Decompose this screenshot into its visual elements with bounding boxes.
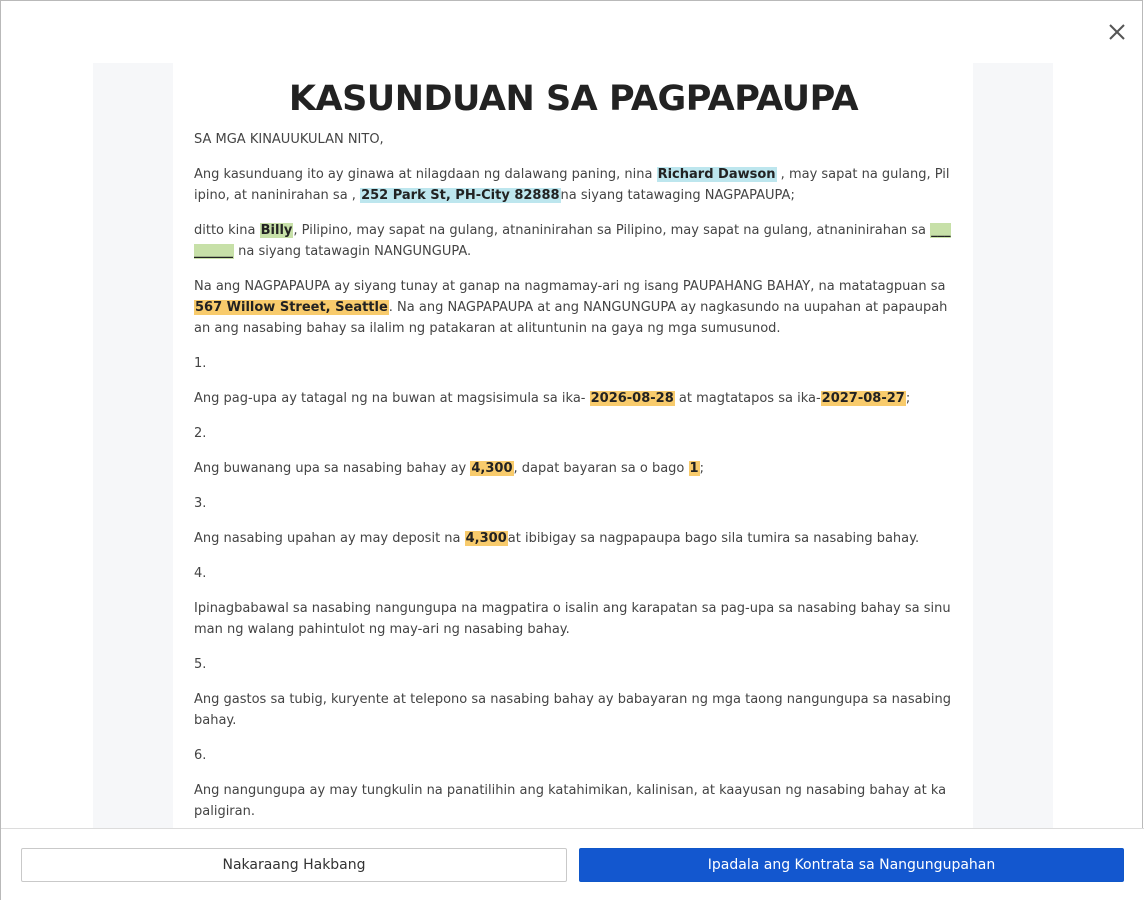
clause-utilities: Ang gastos sa tubig, kuryente at telepono sa nasabing bahay ay babayaran ng mga taong nangungupa sa nasabing bahay. [194,692,951,728]
document-title: KASUNDUAN SA PAGPAPAUPA [288,79,859,119]
paragraph-parties-landlord: Ang kasunduang ito ay ginawa at nilagdaan ng dalawang paning, nina Richard Dawson , may sapat na gulang, Pilipino, at naninirahan sa , 252 Park St, PH-City 82888na siyang tatawaging NAGPAPAUPA; [194,167,950,203]
clause-term: Ang pag-upa ay tatagal ng na buwan at magsisimula sa ika- 2026-08-28 at magtatapos sa ika-2027-08-27; [194,391,911,406]
send-contract-button[interactable]: Ipadala ang Kontrata sa Nangungupahan [579,848,1124,882]
salutation: SA MGA KINAUUKULAN NITO, [194,132,384,147]
property-address-field: 567 Willow Street, Seattle [195,300,388,315]
previous-step-button[interactable]: Nakaraang Hakbang [21,848,567,882]
landlord-address-field: 252 Park St, PH-City 82888 [361,188,560,203]
clause-number: 4. [194,566,207,581]
tenant-address-field: _________ [194,223,951,259]
monthly-rent-field: 4,300 [471,461,513,476]
clause-deposit: Ang nasabing upahan ay may deposit na 4,300at ibibigay sa nagpapaupa bago sila tumira sa nasabing bahay. [194,531,920,546]
paragraph-property: Na ang NAGPAPAUPA ay siyang tunay at ganap na nagmamay-ari ng isang PAUPAHANG BAHAY, na matatagpuan sa 567 Willow Street, Seattle. Na ang NAGPAPAUPA at ang NANGUNGUPA ay nagkasundo na uupahan at papaupahan ang nasabing bahay sa ilalim ng patakaran at alituntunin na gaya ng mga sumusunod. [194,279,948,336]
dialog-footer [1,828,1144,901]
tenant-name-field: Billy [260,223,293,238]
end-date-field: 2027-08-27 [821,391,905,406]
landlord-name-field: Richard Dawson [657,167,776,182]
clause-number: 2. [194,426,207,441]
due-day-field: 1 [689,461,699,476]
close-icon [1104,19,1130,45]
clause-rent: Ang buwanang upa sa nasabing bahay ay 4,300, dapat bayaran sa o bago 1; [194,461,704,476]
document-viewer[interactable] [93,63,1053,828]
clause-maintenance: Ang nangungupa ay may tungkulin na panatilihin ang katahimikan, kalinisan, at kaayusan ng nasabing bahay at kapaligiran. [194,783,947,819]
document-page [173,63,973,828]
paragraph-parties-tenant: ditto kina Billy, Pilipino, may sapat na gulang, atnaninirahan sa Pilipino, may sapat na gulang, atnaninirahan sa _________ na siyang tatawagin NANGUNGUPA. [194,223,951,259]
clause-number: 1. [194,356,207,371]
clause-number: 3. [194,496,207,511]
clause-number: 6. [194,748,207,763]
close-button[interactable] [1104,19,1130,45]
deposit-field: 4,300 [465,531,507,546]
clause-number: 5. [194,657,207,672]
start-date-field: 2026-08-28 [590,391,674,406]
clause-sublet: Ipinagbabawal sa nasabing nangungupa na magpatira o isalin ang karapatan sa pag-upa sa nasabing bahay sa sinuman ng walang pahintulot ng may-ari ng nasabing bahay. [194,601,951,637]
